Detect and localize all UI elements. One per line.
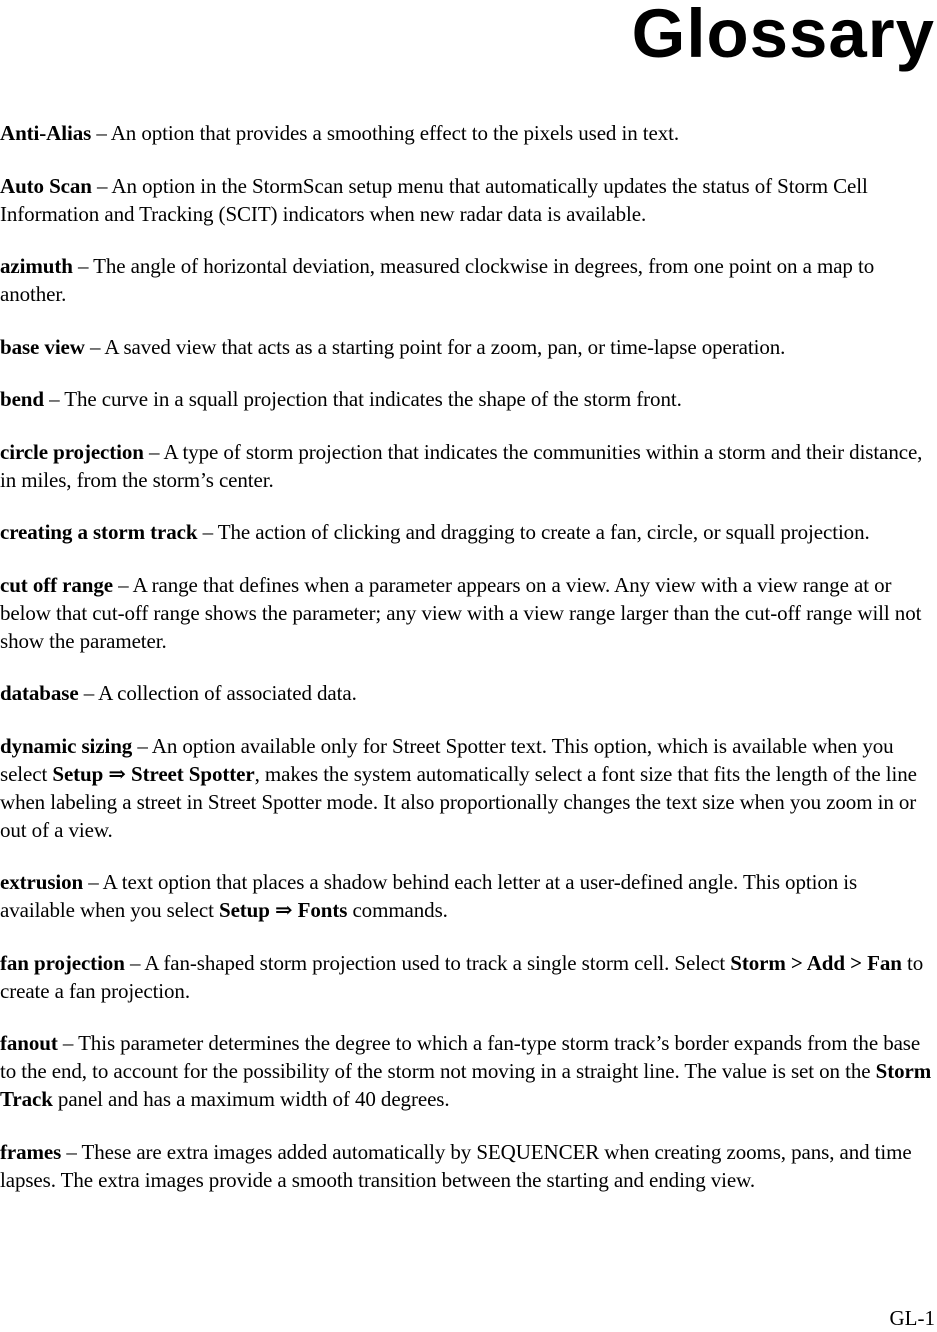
term-separator: – bbox=[57, 1031, 79, 1055]
definition-text: A text option that places a shadow behind each letter at a user-defined angle. This option is available when you select bbox=[0, 870, 858, 922]
term-separator: – bbox=[113, 572, 133, 597]
definition-text: , makes the system automatically select a font size that fits the length of the line when labeling a street in Street Spotter mode. It also proportionally changes the text size when you zoom in or out of a view. bbox=[0, 761, 917, 842]
term-separator: – bbox=[84, 334, 105, 359]
glossary-term: bend bbox=[0, 387, 44, 411]
glossary-term: creating a storm track bbox=[0, 520, 198, 544]
glossary-term: frames bbox=[0, 1139, 62, 1164]
glossary-entry bbox=[0, 518, 937, 546]
panel-name: Storm Track bbox=[0, 1059, 932, 1111]
definition-text: to create a fan projection. bbox=[0, 950, 924, 1003]
definition-text: The curve in a squall projection that indicates the shape of the storm front. bbox=[64, 387, 682, 411]
glossary-entry bbox=[0, 679, 937, 707]
glossary-term: circle projection bbox=[0, 439, 144, 464]
glossary-term: azimuth bbox=[0, 254, 73, 278]
glossary-entry bbox=[0, 385, 937, 413]
definition-text: A fan-shaped storm projection used to track a single storm cell. Select bbox=[144, 950, 731, 975]
term-separator: – bbox=[78, 681, 99, 705]
term-separator: – bbox=[91, 121, 111, 145]
term-separator: – bbox=[83, 870, 103, 894]
glossary-entry bbox=[0, 252, 937, 308]
definition-text: The angle of horizontal deviation, measured clockwise in degrees, from one point on a map to another. bbox=[0, 254, 875, 306]
glossary-term: fanout bbox=[0, 1031, 58, 1055]
glossary-entry bbox=[0, 1029, 937, 1113]
definition-text: A saved view that acts as a starting point for a zoom, pan, or time-lapse operation. bbox=[104, 334, 786, 359]
glossary-entry bbox=[0, 732, 937, 844]
definition-text: The action of clicking and dragging to create a fan, circle, or squall projection. bbox=[217, 520, 870, 544]
glossary-term: dynamic sizing bbox=[0, 733, 133, 758]
term-separator: – bbox=[72, 254, 94, 278]
menu-path: Setup ⇒ Fonts bbox=[218, 898, 348, 922]
glossary-entry bbox=[0, 1138, 937, 1194]
glossary-term: Anti-Alias bbox=[0, 121, 92, 145]
definition-text: An option available only for Street Spotter text. This option, which is available when you select bbox=[0, 733, 894, 786]
glossary-term: database bbox=[0, 681, 79, 705]
page-number: GL-1 bbox=[889, 1306, 935, 1330]
definition-text: commands. bbox=[347, 898, 448, 922]
glossary-entry bbox=[0, 438, 937, 494]
glossary-entry bbox=[0, 868, 937, 924]
definition-text: A type of storm projection that indicates the communities within a storm and their distance, in miles, from the storm’s center. bbox=[0, 439, 923, 492]
term-separator: – bbox=[143, 439, 164, 464]
glossary-list bbox=[0, 119, 937, 1218]
menu-path: Storm > Add > Fan bbox=[730, 950, 902, 975]
term-separator: – bbox=[124, 950, 145, 975]
definition-text: panel and has a maximum width of 40 degrees. bbox=[52, 1087, 450, 1111]
glossary-term: cut off range bbox=[0, 572, 114, 597]
term-separator: – bbox=[197, 520, 218, 544]
glossary-entry bbox=[0, 172, 937, 228]
glossary-term: extrusion bbox=[0, 870, 84, 894]
glossary-entry bbox=[0, 119, 937, 147]
glossary-entry bbox=[0, 333, 937, 361]
definition-text: A range that defines when a parameter appears on a view. Any view with a view range at or below that cut-off range shows the parameter; any view with a view range larger than the cut-off range will not show the parameter. bbox=[0, 572, 922, 653]
definition-text: This parameter determines the degree to which a fan-type storm track’s border expands from the base to the end, to account for the possibility of the storm not moving in a straight line. The value is set on the bbox=[0, 1031, 921, 1083]
term-separator: – bbox=[43, 387, 65, 411]
glossary-entry bbox=[0, 571, 937, 655]
glossary-term: base view bbox=[0, 334, 85, 359]
term-separator: – bbox=[91, 173, 112, 198]
menu-path: Setup ⇒ Street Spotter bbox=[52, 761, 255, 786]
definition-text: An option in the StormScan setup menu that automatically updates the status of Storm Cell Information and Tracking (SCIT) indicators when new radar data is available. bbox=[0, 173, 868, 226]
definition-text: A collection of associated data. bbox=[98, 681, 357, 705]
term-separator: – bbox=[61, 1139, 82, 1164]
page-title: Glossary bbox=[631, 0, 935, 72]
glossary-entry bbox=[0, 949, 937, 1005]
term-separator: – bbox=[132, 733, 152, 758]
glossary-term: fan projection bbox=[0, 950, 125, 975]
definition-text: These are extra images added automatically by SEQUENCER when creating zooms, pans, and time lapses. The extra images provide a smooth transition between the starting and ending view. bbox=[0, 1139, 912, 1192]
glossary-term: Auto Scan bbox=[0, 173, 92, 198]
definition-text: An option that provides a smoothing effect to the pixels used in text. bbox=[110, 121, 679, 145]
